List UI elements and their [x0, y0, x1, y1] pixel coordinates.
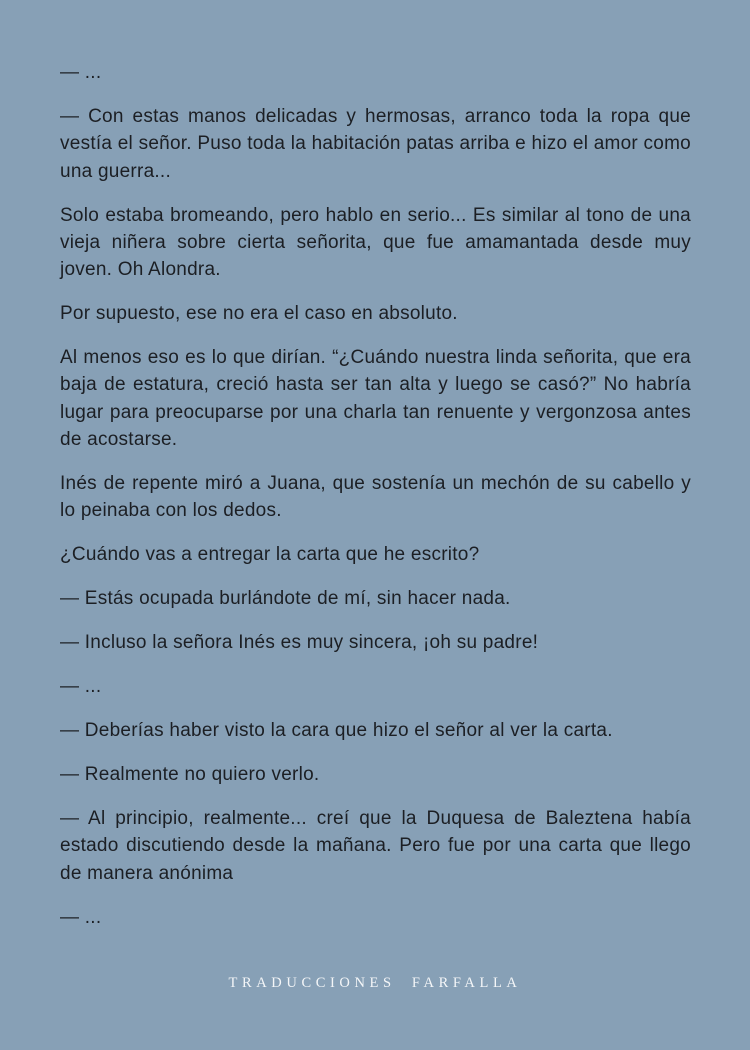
paragraph: — ... — [60, 62, 102, 83]
paragraph: Solo estaba bromeando, pero hablo en serio... Es similar al tono de una vieja niñera sobre cierta señorita, que fue amamantada desde muy joven. Oh Alondra. — [60, 204, 691, 281]
paragraph: — ... — [60, 906, 102, 928]
paragraph: — ... — [60, 676, 102, 698]
paragraph: Por supuesto, ese no era el caso en absoluto. — [60, 303, 458, 325]
paragraph: — Al principio, realmente... creí que la Duquesa de Baleztena había estado discutiendo desde la mañana. Pero fue por una carta que llego de manera anónima — [60, 808, 691, 884]
paragraph: — Estás ocupada burlándote de mí, sin hacer nada. — [60, 588, 511, 610]
page-body — [60, 59, 691, 948]
paragraph: — Incluso la señora Inés es muy sincera, ¡oh su padre! — [60, 632, 539, 654]
paragraph: Inés de repente miró a Juana, que sostenía un mechón de su cabello y lo peinaba con los dedos. — [60, 473, 691, 522]
paragraph: — Deberías haber visto la cara que hizo el señor al ver la carta. — [60, 720, 613, 742]
paragraph: ¿Cuándo vas a entregar la carta que he escrito? — [60, 544, 480, 566]
paragraph: Al menos eso es lo que dirían. “¿Cuándo nuestra linda señorita, que era baja de estatura, creció hasta ser tan alta y luego se casó?” No habría lugar para preocuparse por una charla tan renuente y vergonzosa antes de acostarse. — [60, 347, 691, 451]
paragraph: — Con estas manos delicadas y hermosas, arranco toda la ropa que vestía el señor. Puso toda la habitación patas arriba e hizo el amor como una guerra... — [60, 105, 691, 182]
paragraph: — Realmente no quiero verlo. — [60, 764, 320, 786]
footer-credit: TRADUCCIONES FARFALLA — [228, 975, 522, 991]
